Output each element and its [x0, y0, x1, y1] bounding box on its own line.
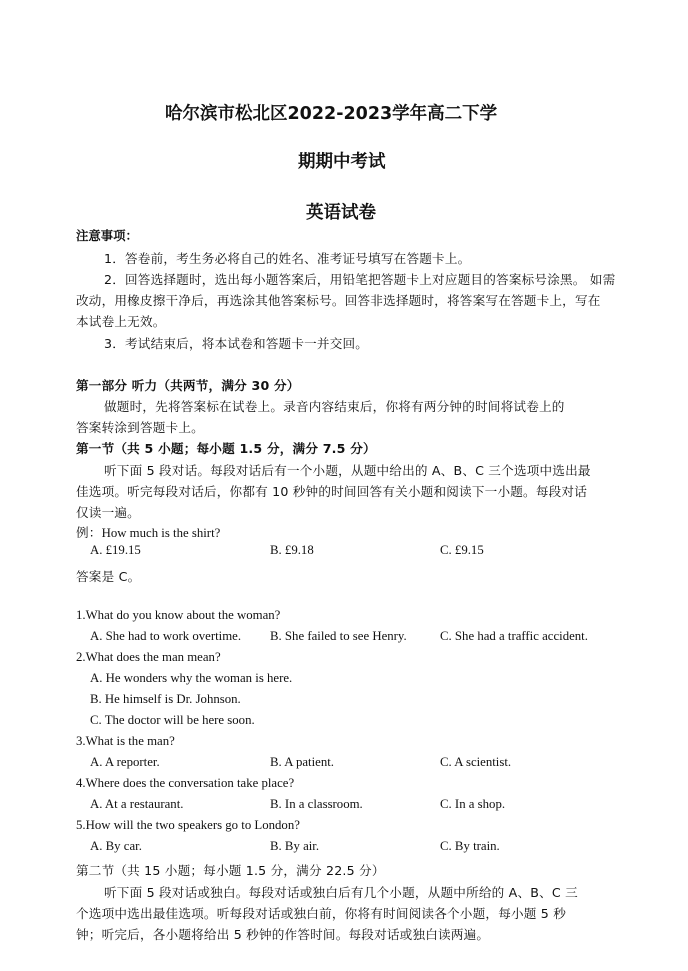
question-1-option-a: A. She had to work overtime. [90, 629, 242, 643]
question-2-option-c: C. The doctor will be here soon. [90, 713, 255, 727]
note-item-2-line3: 本试卷上无效。 [76, 314, 166, 329]
section1-heading: 第一节（共 5 小题；每小题 1.5 分，满分 7.5 分） [76, 441, 376, 456]
question-4-option-b: B. In a classroom. [270, 797, 363, 811]
notes-heading: 注意事项： [76, 228, 138, 243]
example-option-c: C. £9.15 [440, 543, 484, 557]
section2-intro-line2: 个选项中选出最佳选项。听每段对话或独白前，你将有时间阅读各个小题，每小题 5 秒 [76, 906, 566, 921]
question-2: 2.What does the man mean? [76, 650, 221, 664]
question-2-option-a: A. He wonders why the woman is here. [90, 671, 293, 685]
example-question [76, 522, 220, 542]
part1-intro-line1: 做题时，先将答案标在试卷上。录音内容结束后，你将有两分钟的时间将试卷上的 [104, 399, 565, 414]
note-item-1: 1．答卷前，考生务必将自己的姓名、准考证号填写在答题卡上。 [104, 251, 471, 266]
question-3-option-b: B. A patient. [270, 755, 334, 769]
question-1: 1.What do you know about the woman? [76, 608, 281, 622]
section2-heading: 第二节（共 15 小题；每小题 1.5 分，满分 22.5 分） [76, 863, 385, 878]
question-4: 4.Where does the conversation take place? [76, 776, 295, 790]
question-1-option-c: C. She had a traffic accident. [440, 629, 588, 643]
exam-subject: 英语试卷 [306, 203, 376, 223]
note-item-2-line2: 改动，用橡皮擦干净后，再选涂其他答案标号。回答非选择题时，将答案写在答题卡上，写在 [76, 293, 601, 308]
example-option-b: B. £9.18 [270, 543, 314, 557]
exam-title-line1: 哈尔滨市松北区2022-2023学年高二下学 [165, 104, 498, 124]
question-3-option-a: A. A reporter. [90, 755, 160, 769]
question-5-option-b: B. By air. [270, 839, 320, 853]
note-item-2-line1: 2．回答选择题时，选出每小题答案后，用铅笔把答题卡上对应题目的答案标号涂黑。 如需 [104, 272, 616, 287]
example-answer: 答案是 C。 [76, 569, 141, 584]
question-3: 3.What is the man? [76, 734, 175, 748]
part1-intro-line2: 答案转涂到答题卡上。 [76, 420, 204, 435]
question-5-option-a: A. By car. [90, 839, 142, 853]
note-item-3: 3．考试结束后，将本试卷和答题卡一并交回。 [104, 336, 369, 351]
section1-intro-line1: 听下面 5 段对话。每段对话后有一个小题，从题中给出的 A、B、C 三个选项中选出最 [104, 463, 591, 478]
example-question-text: How much is the shirt? [101, 526, 221, 540]
example-prefix: 例： [76, 525, 102, 540]
part1-heading: 第一部分 听力（共两节，满分 30 分） [76, 378, 300, 393]
question-2-option-b: B. He himself is Dr. Johnson. [90, 692, 241, 706]
section2-intro-line1: 听下面 5 段对话或独白。每段对话或独白后有几个小题，从题中所给的 A、B、C 三 [104, 885, 578, 900]
question-4-option-c: C. In a shop. [440, 797, 506, 811]
question-5: 5.How will the two speakers go to London? [76, 818, 300, 832]
question-3-option-c: C. A scientist. [440, 755, 512, 769]
question-1-option-b: B. She failed to see Henry. [270, 629, 407, 643]
section2-intro-line3: 钟；听完后，各小题将给出 5 秒钟的作答时间。每段对话或独白读两遍。 [76, 927, 490, 942]
question-4-option-a: A. At a restaurant. [90, 797, 184, 811]
exam-title-line2: 期期中考试 [298, 152, 386, 172]
section1-intro-line3: 仅读一遍。 [76, 505, 140, 520]
question-5-option-c: C. By train. [440, 839, 500, 853]
example-option-a: A. £19.15 [90, 543, 141, 557]
section1-intro-line2: 佳选项。听完每段对话后，你都有 10 秒钟的时间回答有关小题和阅读下一小题。每段对话 [76, 484, 587, 499]
